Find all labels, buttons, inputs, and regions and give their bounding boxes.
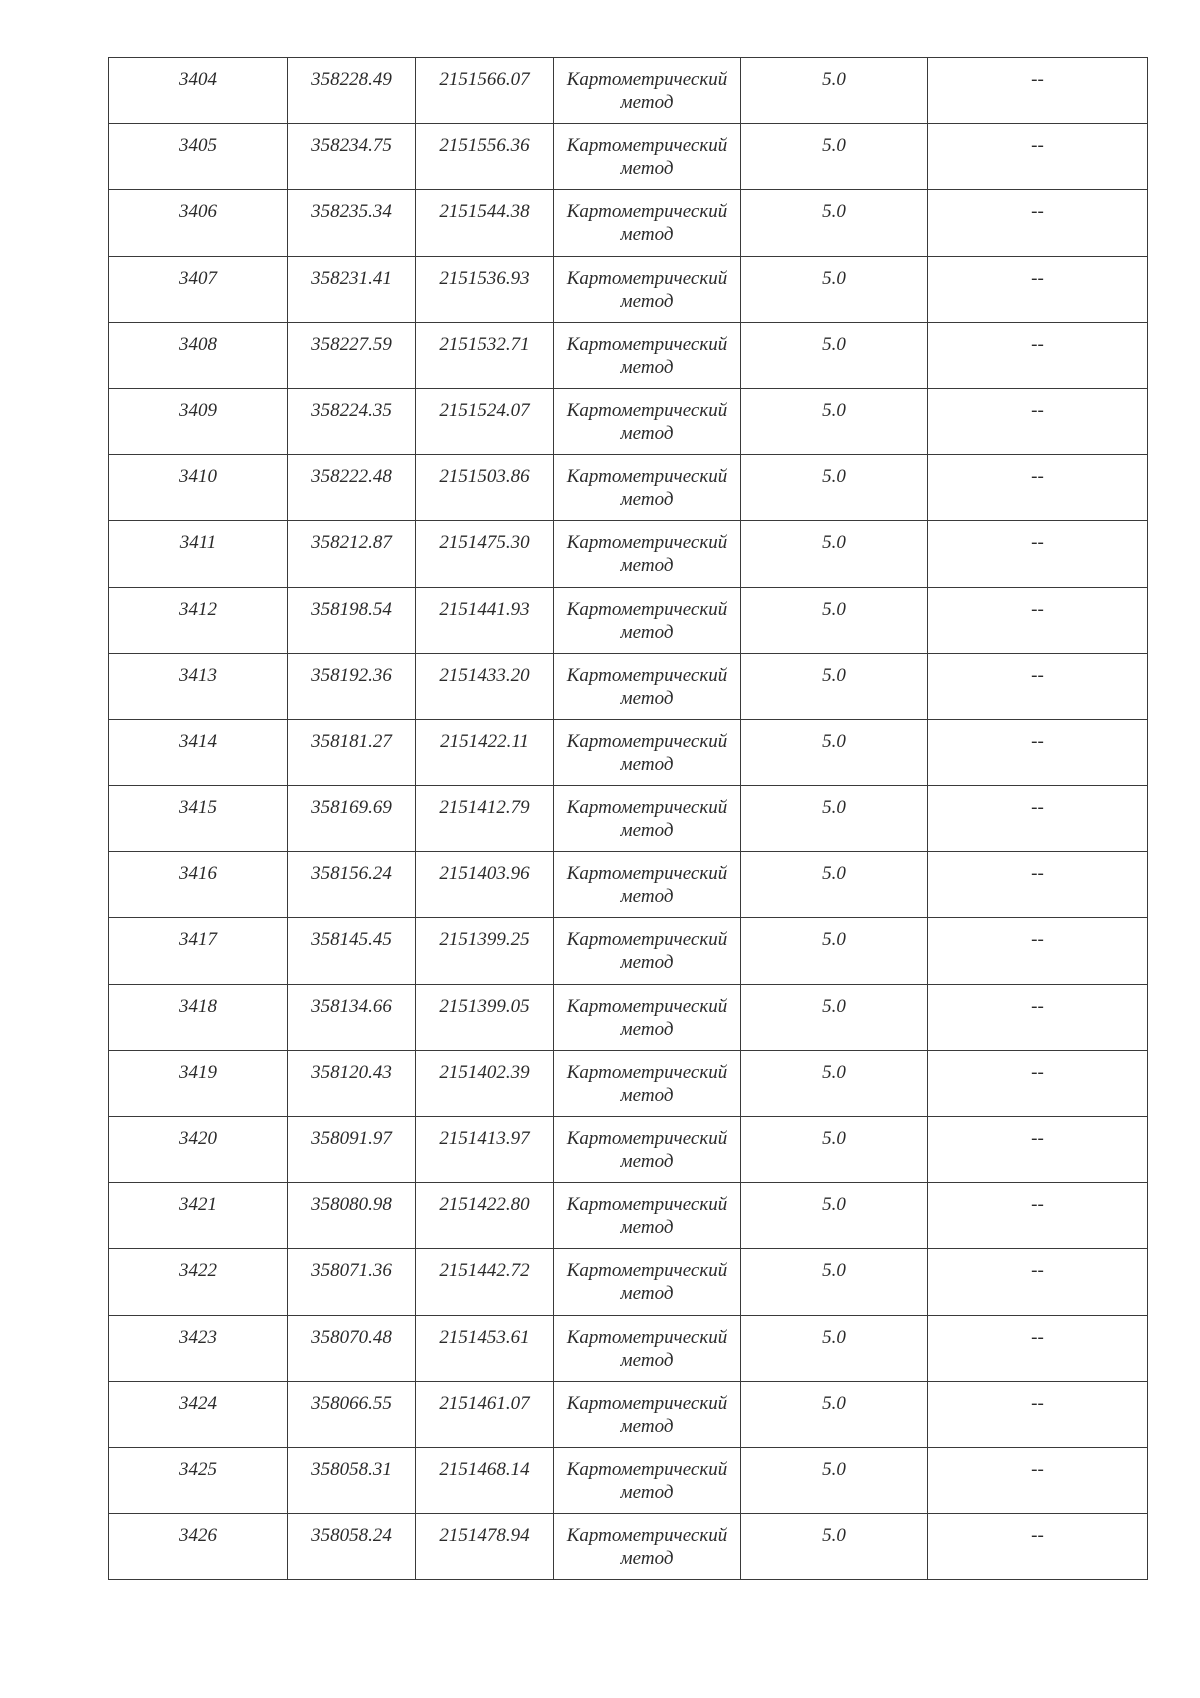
method-line-1: Картометрический xyxy=(566,995,728,1017)
table-row xyxy=(109,1315,1148,1381)
table-row xyxy=(109,388,1148,454)
method-line-1: Картометрический xyxy=(566,1458,728,1480)
method-line-1: Картометрический xyxy=(566,797,728,819)
method-line-1: Картометрический xyxy=(566,466,728,488)
method-cell xyxy=(554,1315,741,1381)
table-row xyxy=(109,653,1148,719)
y-coordinate-cell: 2151566.07 xyxy=(416,58,554,124)
method-line-2: метод xyxy=(620,158,674,180)
table-row xyxy=(109,1447,1148,1513)
y-coordinate-cell: 2151478.94 xyxy=(416,1514,554,1580)
note-cell: -- xyxy=(928,1183,1148,1249)
accuracy-cell: 5.0 xyxy=(741,455,928,521)
x-coordinate-cell: 358227.59 xyxy=(288,322,416,388)
x-coordinate-cell: 358192.36 xyxy=(288,653,416,719)
note-cell: -- xyxy=(928,256,1148,322)
point-number-cell: 3424 xyxy=(109,1381,288,1447)
method-cell xyxy=(554,1183,741,1249)
method-line-2: метод xyxy=(620,687,674,709)
x-coordinate-cell: 358235.34 xyxy=(288,190,416,256)
y-coordinate-cell: 2151399.25 xyxy=(416,918,554,984)
method-cell xyxy=(554,1117,741,1183)
accuracy-cell: 5.0 xyxy=(741,1381,928,1447)
point-number-cell: 3411 xyxy=(109,521,288,587)
point-number-cell: 3406 xyxy=(109,190,288,256)
method-line-1: Картометрический xyxy=(566,135,728,157)
note-cell: -- xyxy=(928,58,1148,124)
method-line-1: Картометрический xyxy=(566,399,728,421)
accuracy-cell: 5.0 xyxy=(741,918,928,984)
method-cell xyxy=(554,388,741,454)
note-cell: -- xyxy=(928,190,1148,256)
point-number-cell: 3422 xyxy=(109,1249,288,1315)
y-coordinate-cell: 2151461.07 xyxy=(416,1381,554,1447)
y-coordinate-cell: 2151441.93 xyxy=(416,587,554,653)
table-row xyxy=(109,1183,1148,1249)
x-coordinate-cell: 358169.69 xyxy=(288,786,416,852)
y-coordinate-cell: 2151412.79 xyxy=(416,786,554,852)
x-coordinate-cell: 358134.66 xyxy=(288,984,416,1050)
table-row xyxy=(109,1514,1148,1580)
x-coordinate-cell: 358058.24 xyxy=(288,1514,416,1580)
y-coordinate-cell: 2151399.05 xyxy=(416,984,554,1050)
method-cell xyxy=(554,1447,741,1513)
x-coordinate-cell: 358145.45 xyxy=(288,918,416,984)
table-row xyxy=(109,1050,1148,1116)
x-coordinate-cell: 358198.54 xyxy=(288,587,416,653)
table-row xyxy=(109,719,1148,785)
x-coordinate-cell: 358222.48 xyxy=(288,455,416,521)
note-cell: -- xyxy=(928,124,1148,190)
method-cell xyxy=(554,587,741,653)
method-line-2: метод xyxy=(620,489,674,511)
point-number-cell: 3417 xyxy=(109,918,288,984)
method-line-1: Картометрический xyxy=(566,664,728,686)
point-number-cell: 3413 xyxy=(109,653,288,719)
accuracy-cell: 5.0 xyxy=(741,58,928,124)
accuracy-cell: 5.0 xyxy=(741,587,928,653)
point-number-cell: 3419 xyxy=(109,1050,288,1116)
method-line-2: метод xyxy=(620,1415,674,1437)
table-row xyxy=(109,521,1148,587)
method-line-2: метод xyxy=(620,1217,674,1239)
point-number-cell: 3408 xyxy=(109,322,288,388)
note-cell: -- xyxy=(928,1447,1148,1513)
method-cell xyxy=(554,256,741,322)
note-cell: -- xyxy=(928,719,1148,785)
method-line-1: Картометрический xyxy=(566,267,728,289)
x-coordinate-cell: 358156.24 xyxy=(288,852,416,918)
y-coordinate-cell: 2151422.80 xyxy=(416,1183,554,1249)
method-line-1: Картометрический xyxy=(566,1061,728,1083)
method-cell xyxy=(554,322,741,388)
method-line-2: метод xyxy=(620,820,674,842)
table-row xyxy=(109,190,1148,256)
y-coordinate-cell: 2151468.14 xyxy=(416,1447,554,1513)
note-cell: -- xyxy=(928,1381,1148,1447)
table-row xyxy=(109,322,1148,388)
accuracy-cell: 5.0 xyxy=(741,719,928,785)
accuracy-cell: 5.0 xyxy=(741,190,928,256)
method-line-1: Картометрический xyxy=(566,730,728,752)
note-cell: -- xyxy=(928,1315,1148,1381)
y-coordinate-cell: 2151433.20 xyxy=(416,653,554,719)
accuracy-cell: 5.0 xyxy=(741,984,928,1050)
accuracy-cell: 5.0 xyxy=(741,124,928,190)
method-cell xyxy=(554,918,741,984)
y-coordinate-cell: 2151403.96 xyxy=(416,852,554,918)
accuracy-cell: 5.0 xyxy=(741,852,928,918)
table-row xyxy=(109,918,1148,984)
y-coordinate-cell: 2151413.97 xyxy=(416,1117,554,1183)
method-line-2: метод xyxy=(620,1084,674,1106)
method-line-2: метод xyxy=(620,356,674,378)
x-coordinate-cell: 358080.98 xyxy=(288,1183,416,1249)
method-line-2: метод xyxy=(620,1018,674,1040)
y-coordinate-cell: 2151532.71 xyxy=(416,322,554,388)
method-line-1: Картометрический xyxy=(566,333,728,355)
table-row xyxy=(109,852,1148,918)
x-coordinate-cell: 358181.27 xyxy=(288,719,416,785)
method-line-1: Картометрический xyxy=(566,69,728,90)
method-line-2: метод xyxy=(620,555,674,577)
x-coordinate-cell: 358120.43 xyxy=(288,1050,416,1116)
point-number-cell: 3423 xyxy=(109,1315,288,1381)
table-row xyxy=(109,256,1148,322)
point-number-cell: 3414 xyxy=(109,719,288,785)
method-cell xyxy=(554,984,741,1050)
method-line-1: Картометрический xyxy=(566,201,728,223)
accuracy-cell: 5.0 xyxy=(741,1249,928,1315)
method-line-2: метод xyxy=(620,621,674,643)
x-coordinate-cell: 358058.31 xyxy=(288,1447,416,1513)
method-line-1: Картометрический xyxy=(566,1260,728,1282)
x-coordinate-cell: 358234.75 xyxy=(288,124,416,190)
note-cell: -- xyxy=(928,587,1148,653)
method-line-2: метод xyxy=(620,290,674,312)
method-line-2: метод xyxy=(620,753,674,775)
accuracy-cell: 5.0 xyxy=(741,256,928,322)
y-coordinate-cell: 2151475.30 xyxy=(416,521,554,587)
note-cell: -- xyxy=(928,1249,1148,1315)
table-row xyxy=(109,587,1148,653)
point-number-cell: 3412 xyxy=(109,587,288,653)
accuracy-cell: 5.0 xyxy=(741,1514,928,1580)
x-coordinate-cell: 358231.41 xyxy=(288,256,416,322)
note-cell: -- xyxy=(928,852,1148,918)
y-coordinate-cell: 2151453.61 xyxy=(416,1315,554,1381)
note-cell: -- xyxy=(928,1050,1148,1116)
accuracy-cell: 5.0 xyxy=(741,786,928,852)
point-number-cell: 3410 xyxy=(109,455,288,521)
y-coordinate-cell: 2151442.72 xyxy=(416,1249,554,1315)
method-line-1: Картометрический xyxy=(566,1326,728,1348)
point-number-cell: 3405 xyxy=(109,124,288,190)
table-row xyxy=(109,786,1148,852)
method-cell xyxy=(554,190,741,256)
y-coordinate-cell: 2151503.86 xyxy=(416,455,554,521)
point-number-cell: 3404 xyxy=(109,58,288,124)
method-line-2: метод xyxy=(620,1349,674,1371)
method-cell xyxy=(554,1514,741,1580)
point-number-cell: 3421 xyxy=(109,1183,288,1249)
accuracy-cell: 5.0 xyxy=(741,1183,928,1249)
note-cell: -- xyxy=(928,322,1148,388)
method-cell xyxy=(554,455,741,521)
note-cell: -- xyxy=(928,984,1148,1050)
method-cell xyxy=(554,58,741,124)
x-coordinate-cell: 358091.97 xyxy=(288,1117,416,1183)
y-coordinate-cell: 2151422.11 xyxy=(416,719,554,785)
y-coordinate-cell: 2151544.38 xyxy=(416,190,554,256)
x-coordinate-cell: 358228.49 xyxy=(288,58,416,124)
y-coordinate-cell: 2151524.07 xyxy=(416,388,554,454)
method-cell xyxy=(554,719,741,785)
x-coordinate-cell: 358071.36 xyxy=(288,1249,416,1315)
method-line-2: метод xyxy=(620,886,674,908)
coordinates-table xyxy=(108,57,1148,1580)
note-cell: -- xyxy=(928,455,1148,521)
accuracy-cell: 5.0 xyxy=(741,521,928,587)
point-number-cell: 3407 xyxy=(109,256,288,322)
table-row xyxy=(109,455,1148,521)
x-coordinate-cell: 358070.48 xyxy=(288,1315,416,1381)
method-line-1: Картометрический xyxy=(566,1194,728,1216)
coordinates-table-body xyxy=(109,58,1148,1580)
method-line-2: метод xyxy=(620,224,674,246)
method-line-2: метод xyxy=(620,422,674,444)
y-coordinate-cell: 2151402.39 xyxy=(416,1050,554,1116)
accuracy-cell: 5.0 xyxy=(741,388,928,454)
x-coordinate-cell: 358224.35 xyxy=(288,388,416,454)
method-cell xyxy=(554,1381,741,1447)
table-row xyxy=(109,1381,1148,1447)
note-cell: -- xyxy=(928,521,1148,587)
point-number-cell: 3416 xyxy=(109,852,288,918)
note-cell: -- xyxy=(928,388,1148,454)
method-line-1: Картометрический xyxy=(566,598,728,620)
table-row xyxy=(109,58,1148,124)
x-coordinate-cell: 358212.87 xyxy=(288,521,416,587)
accuracy-cell: 5.0 xyxy=(741,1447,928,1513)
x-coordinate-cell: 358066.55 xyxy=(288,1381,416,1447)
accuracy-cell: 5.0 xyxy=(741,1117,928,1183)
method-line-2: метод xyxy=(620,952,674,974)
method-line-1: Картометрический xyxy=(566,1128,728,1149)
method-cell xyxy=(554,1249,741,1315)
method-line-1: Картометрический xyxy=(566,1525,728,1547)
method-cell xyxy=(554,521,741,587)
accuracy-cell: 5.0 xyxy=(741,1315,928,1381)
table-row xyxy=(109,1249,1148,1315)
note-cell: -- xyxy=(928,918,1148,984)
method-cell xyxy=(554,124,741,190)
method-line-2: метод xyxy=(620,1548,674,1570)
accuracy-cell: 5.0 xyxy=(741,653,928,719)
y-coordinate-cell: 2151556.36 xyxy=(416,124,554,190)
method-line-2: метод xyxy=(620,92,674,113)
table-row xyxy=(109,1117,1148,1183)
point-number-cell: 3409 xyxy=(109,388,288,454)
method-line-2: метод xyxy=(620,1481,674,1503)
table-row xyxy=(109,984,1148,1050)
method-line-1: Картометрический xyxy=(566,532,728,554)
method-line-1: Картометрический xyxy=(566,863,728,885)
method-cell xyxy=(554,1050,741,1116)
note-cell: -- xyxy=(928,1514,1148,1580)
method-line-1: Картометрический xyxy=(566,929,728,951)
method-cell xyxy=(554,786,741,852)
method-cell xyxy=(554,653,741,719)
note-cell: -- xyxy=(928,786,1148,852)
method-line-2: метод xyxy=(620,1283,674,1305)
accuracy-cell: 5.0 xyxy=(741,322,928,388)
accuracy-cell: 5.0 xyxy=(741,1050,928,1116)
note-cell: -- xyxy=(928,1117,1148,1183)
method-line-1: Картометрический xyxy=(566,1392,728,1414)
point-number-cell: 3425 xyxy=(109,1447,288,1513)
point-number-cell: 3415 xyxy=(109,786,288,852)
point-number-cell: 3420 xyxy=(109,1117,288,1183)
table-row xyxy=(109,124,1148,190)
y-coordinate-cell: 2151536.93 xyxy=(416,256,554,322)
note-cell: -- xyxy=(928,653,1148,719)
point-number-cell: 3426 xyxy=(109,1514,288,1580)
method-line-2: метод xyxy=(620,1151,674,1172)
point-number-cell: 3418 xyxy=(109,984,288,1050)
method-cell xyxy=(554,852,741,918)
